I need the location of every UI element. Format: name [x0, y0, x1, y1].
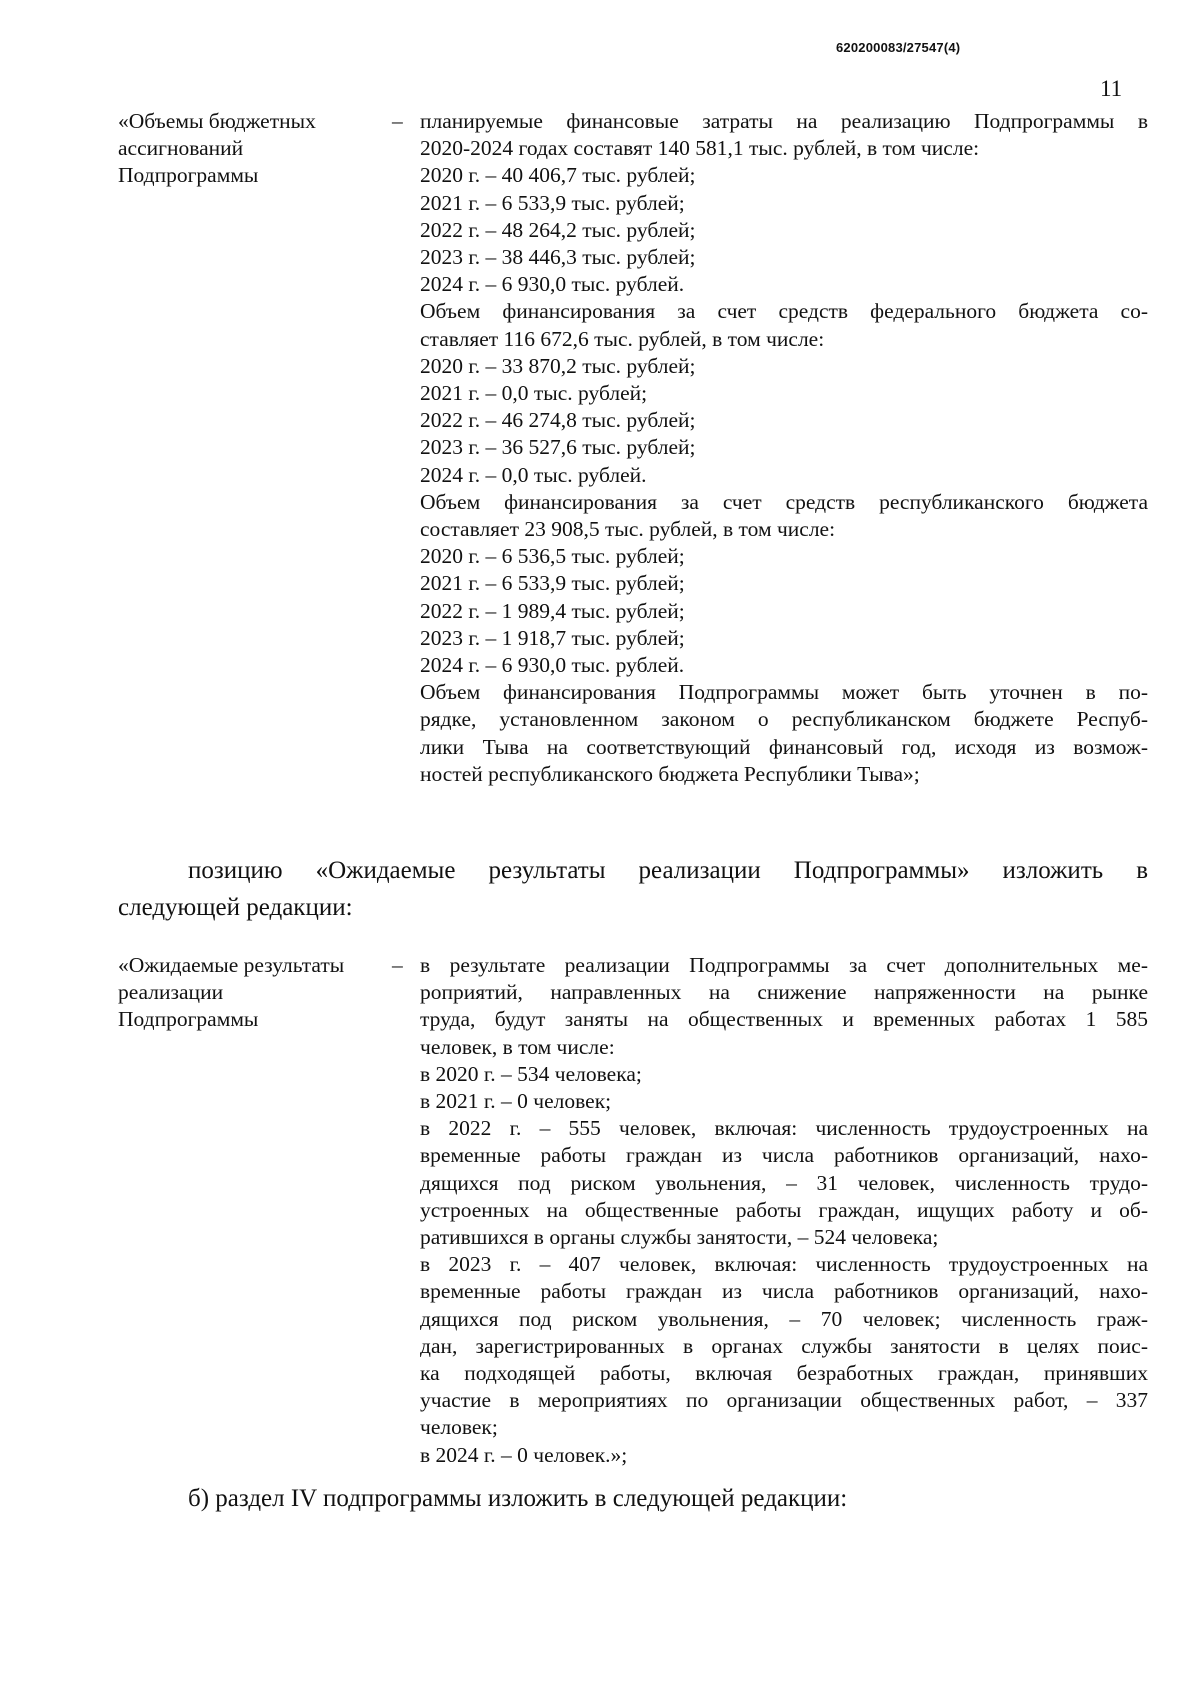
text-line: составляет 23 908,5 тыс. рублей, в том числе:: [420, 517, 836, 542]
text-line: человек, в том числе:: [420, 1034, 615, 1059]
text-line: 2024 г. – 6 930,0 тыс. рублей.: [420, 272, 685, 297]
text-line: 2020-2024 годах составят 140 581,1 тыс. рублей, в том числе:: [420, 136, 980, 161]
text-line: дан, зарегистрированных в органах службы занятости в целях поис-: [420, 1333, 1148, 1358]
text-line: временные работы граждан из числа работников организаций, нахо-: [420, 1279, 1148, 1304]
text-line: 2022 г. – 1 989,4 тыс. рублей;: [420, 598, 685, 623]
text-line: 2020 г. – 6 536,5 тыс. рублей;: [420, 544, 685, 569]
text-line: в 2022 г. – 555 человек, включая: численность трудоустроенных на: [420, 1116, 1148, 1141]
text-line: 2021 г. – 0,0 тыс. рублей;: [420, 381, 648, 406]
text-line: 2022 г. – 46 274,8 тыс. рублей;: [420, 408, 696, 433]
text-line: 2024 г. – 0,0 тыс. рублей.: [420, 462, 647, 487]
budget-volume-label: «Объемы бюджетных ассигнований Подпрограммы: [118, 109, 316, 187]
text-line: ратившихся в органы службы занятости, – 524 человека;: [420, 1225, 939, 1250]
instruction-line: позицию «Ожидаемые результаты реализации Подпрограммы» изложить в: [188, 857, 1148, 884]
text-line: Объем финансирования за счет средств республиканского бюджета: [420, 489, 1148, 514]
text-line: ставляет 116 672,6 тыс. рублей, в том числе:: [420, 326, 825, 351]
text-line: 2023 г. – 1 918,7 тыс. рублей;: [420, 625, 685, 650]
budget-volume-dash: –: [392, 109, 403, 133]
text-line: планируемые финансовые затраты на реализацию Подпрограммы в: [420, 109, 1148, 133]
budget-volume-text: [420, 108, 1148, 788]
text-line: рядке, установленном законом о республиканском бюджете Респуб-: [420, 707, 1148, 732]
text-line: 2023 г. – 36 527,6 тыс. рублей;: [420, 435, 696, 460]
text-line: 2022 г. – 48 264,2 тыс. рублей;: [420, 217, 696, 242]
text-line: в 2020 г. – 534 человека;: [420, 1061, 642, 1086]
text-line: 2021 г. – 6 533,9 тыс. рублей;: [420, 190, 685, 215]
text-line: 2021 г. – 6 533,9 тыс. рублей;: [420, 571, 685, 596]
text-line: участие в мероприятиях по организации общественных работ, – 337: [420, 1388, 1148, 1413]
text-line: Объем финансирования Подпрограммы может быть уточнен в по-: [420, 680, 1148, 705]
expected-results-label: «Ожидаемые результаты реализации Подпрограммы: [118, 953, 345, 1031]
text-line: 2024 г. – 6 930,0 тыс. рублей.: [420, 653, 685, 678]
instruction-line: следующей редакции:: [118, 894, 353, 921]
text-line: временные работы граждан из числа работников организаций, нахо-: [420, 1143, 1148, 1168]
expected-results-text: [420, 952, 1148, 1469]
text-line: дящихся под риском увольнения, – 31 человек, численность трудо-: [420, 1170, 1148, 1195]
text-line: 2023 г. – 38 446,3 тыс. рублей;: [420, 245, 696, 270]
text-line: в 2023 г. – 407 человек, включая: численность трудоустроенных на: [420, 1252, 1148, 1277]
section-iv-instruction: б) раздел IV подпрограммы изложить в следующей редакции:: [188, 1485, 848, 1512]
text-line: 2020 г. – 33 870,2 тыс. рублей;: [420, 353, 696, 378]
text-line: в результате реализации Подпрограммы за счет дополнительных ме-: [420, 953, 1148, 977]
text-line: дящихся под риском увольнения, – 70 человек; численность граж-: [420, 1306, 1148, 1331]
text-line: устроенных на общественные работы граждан, ищущих работу и об-: [420, 1197, 1148, 1222]
text-line: труда, будут заняты на общественных и временных работах 1 585: [420, 1007, 1148, 1032]
expected-results-instruction: [118, 852, 1148, 926]
text-line: ностей республиканского бюджета Республики Тыва»;: [420, 761, 920, 786]
expected-results-dash: –: [392, 953, 403, 977]
text-line: человек;: [420, 1415, 498, 1440]
text-line: ка подходящей работы, включая безработных граждан, принявших: [420, 1361, 1148, 1386]
text-line: в 2021 г. – 0 человек;: [420, 1089, 612, 1114]
text-line: лики Тыва на соответствующий финансовый год, исходя из возмож-: [420, 734, 1148, 759]
document-id: 620200083/27547(4): [836, 40, 961, 55]
page-number: 11: [1100, 76, 1123, 101]
text-line: 2020 г. – 40 406,7 тыс. рублей;: [420, 163, 696, 188]
text-line: Объем финансирования за счет средств федерального бюджета со-: [420, 299, 1148, 324]
text-line: в 2024 г. – 0 человек.»;: [420, 1442, 628, 1467]
text-line: роприятий, направленных на снижение напряженности на рынке: [420, 980, 1148, 1005]
